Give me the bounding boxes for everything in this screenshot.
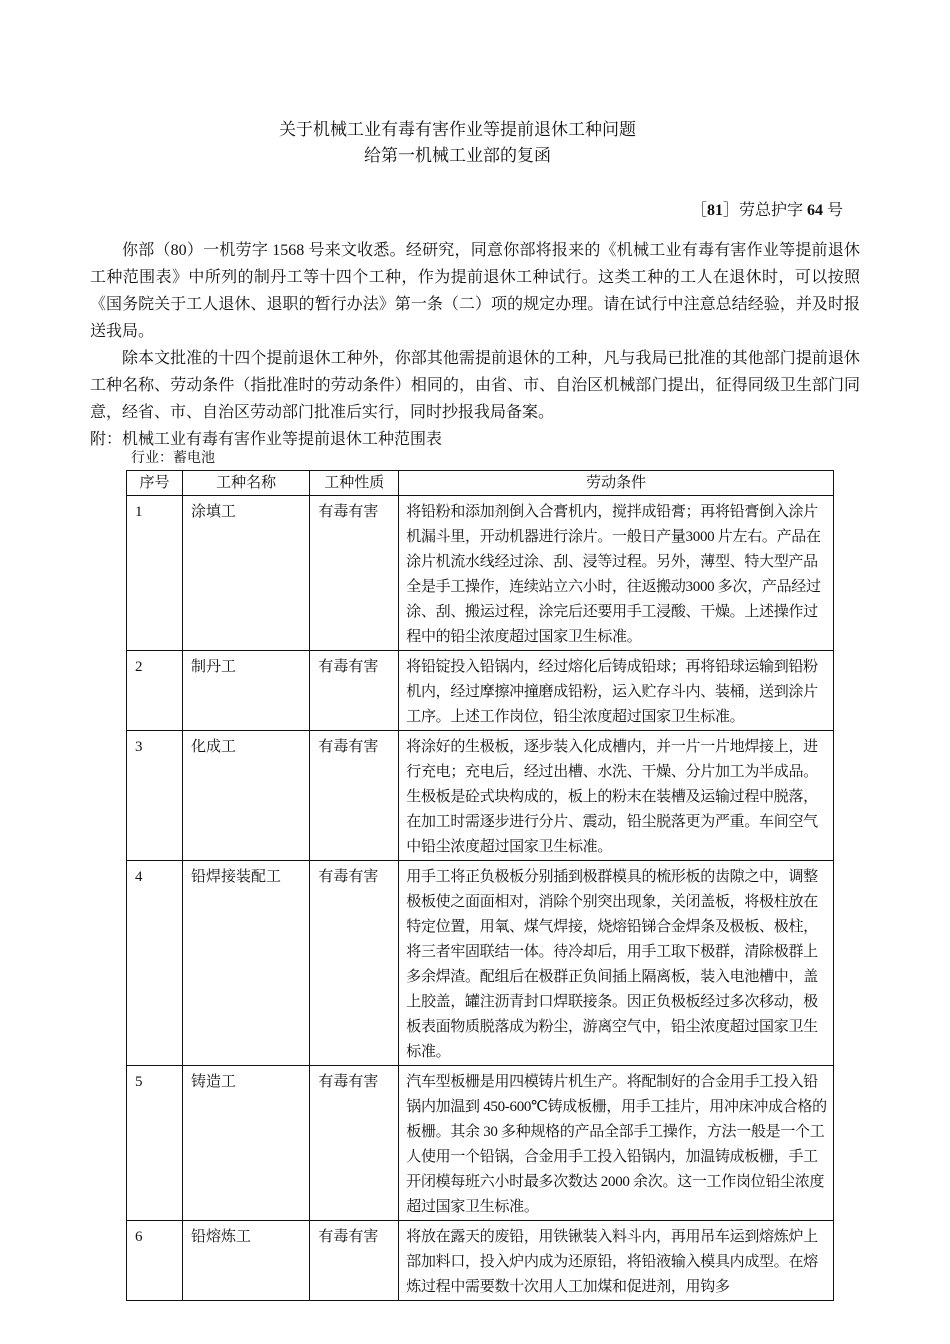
table-row — [127, 651, 834, 731]
ref-suffix: 号 — [822, 202, 843, 219]
cell-no: 2 — [127, 651, 183, 731]
table-row — [127, 1221, 834, 1301]
table-row — [127, 496, 834, 651]
cell-conditions: 将铅粉和添加剂倒入合膏机内，搅拌成铅膏；再将铅膏倒入涂片机漏斗里，开动机器进行涂片。一般日产量3000 片左右。产品在涂片机流水线经过涂、刮、浸等过程。另外，薄型、特大型产品全是手工操作，连续站立六小时，往返搬动3000 多次，产品经过涂、刮、搬运过程，涂完后还要用手工浸酸、干燥。上述操作过程中的铅尘浓度超过国家卫生标准。 — [399, 496, 834, 651]
title-line-1: 关于机械工业有毒有害作业等提前退休工种问题 — [279, 120, 636, 139]
cell-nature: 有毒有害 — [310, 651, 399, 731]
cell-nature: 有毒有害 — [310, 496, 399, 651]
cell-nature: 有毒有害 — [310, 1221, 399, 1301]
cell-nature: 有毒有害 — [310, 861, 399, 1066]
paragraph-2: 除本文批准的十四个提前退休工种外，你部其他需提前退休的工种，凡与我局已批准的其他部门提前退休工种名称、劳动条件（指批准时的劳动条件）相同的，由省、市、自治区机械部门提出，征得同级卫生部门同意，经省、市、自治区劳动部门批准后实行，同时抄报我局备案。 — [90, 350, 860, 421]
cell-nature: 有毒有害 — [310, 1066, 399, 1221]
attachment-line: 附：机械工业有毒有害作业等提前退休工种范围表 — [90, 431, 443, 448]
table-row — [127, 731, 834, 861]
cell-name: 化成工 — [182, 731, 309, 861]
cell-conditions: 将放在露天的废铅，用铁锹装入料斗内，再用吊车运到熔炼炉上部加料口，投入炉内成为还原铅，将铅液输入模具内成型。在熔炼过程中需要数十次用人工加煤和促进剂，用钩多 — [399, 1221, 834, 1301]
document-title — [0, 117, 915, 169]
table-row — [127, 861, 834, 1066]
ref-bracket-open: ［ — [690, 202, 707, 219]
ref-number: 64 — [806, 202, 823, 219]
job-scope-table — [126, 470, 834, 1301]
industry-label: 行业：蓄电池 — [131, 451, 215, 466]
header-nature: 工种性质 — [310, 471, 399, 496]
table-header-row — [127, 471, 834, 496]
header-conditions: 劳动条件 — [399, 471, 834, 496]
cell-conditions: 汽车型板栅是用四模铸片机生产。将配制好的合金用手工投入铅锅内加温到 450-600℃铸成板栅，用手工挂片，用冲床冲成合格的板栅。其余 30 多种规格的产品全部手工操作，方法一般是一个工人使用一个铅锅，合金用手工投入铅锅内，加温铸成板栅，手工开闭模每班六小时最多次数达 2000 余次。这一工作岗位铅尘浓度超过国家卫生标准。 — [399, 1066, 834, 1221]
cell-conditions: 将涂好的生极板，逐步装入化成槽内，并一片一片地焊接上，进行充电；充电后，经过出槽、水洗、干燥、分片加工为半成品。生极板是砼式块构成的，板上的粉末在装槽及运输过程中脱落，在加工时需逐步进行分片、震动，铅尘脱落更为严重。车间空气中铅尘浓度超过国家卫生标准。 — [399, 731, 834, 861]
cell-name: 涂填工 — [182, 496, 309, 651]
cell-no: 1 — [127, 496, 183, 651]
cell-no: 4 — [127, 861, 183, 1066]
table-row — [127, 1066, 834, 1221]
title-line-2: 给第一机械工业部的复函 — [364, 146, 551, 165]
document-reference-number — [691, 197, 843, 220]
cell-no: 5 — [127, 1066, 183, 1221]
header-name: 工种名称 — [182, 471, 309, 496]
cell-nature: 有毒有害 — [310, 731, 399, 861]
ref-mid: ］劳总护字 — [722, 202, 807, 219]
document-body — [90, 237, 860, 453]
cell-conditions: 将铅锭投入铅锅内，经过熔化后铸成铅球；再将铅球运输到铅粉机内，经过摩擦冲撞磨成铅粉，运入贮存斗内、装桶，送到涂片工序。上述工作岗位，铅尘浓度超过国家卫生标准。 — [399, 651, 834, 731]
cell-name: 铅焊接装配工 — [182, 861, 309, 1066]
cell-name: 铸造工 — [182, 1066, 309, 1221]
cell-name: 制丹工 — [182, 651, 309, 731]
cell-no: 3 — [127, 731, 183, 861]
paragraph-1: 你部（80）一机劳字 1568 号来文收悉。经研究，同意你部将报来的《机械工业有毒有害作业等提前退休工种范围表》中所列的制丹工等十四个工种，作为提前退休工种试行。这类工种的工人在退休时，可以按照《国务院关于工人退休、退职的暂行办法》第一条（二）项的规定办理。请在试行中注意总结经验，并及时报送我局。 — [90, 242, 860, 340]
ref-year: 81 — [706, 202, 723, 219]
cell-name: 铅熔炼工 — [182, 1221, 309, 1301]
header-no: 序号 — [127, 471, 183, 496]
cell-conditions: 用手工将正负极板分别插到极群模具的梳形板的齿隙之中，调整极板使之面面相对，消除个别突出现象，关闭盖板，将极柱放在特定位置，用氧、煤气焊接，烧熔铅锑合金焊条及极板、极柱，将三者牢固联结一体。待冷却后，用手工取下极群，清除极群上多余焊渣。配组后在极群正负间插上隔离板，装入电池槽中，盖上胶盖，罐注沥青封口焊联接条。因正负极板经过多次移动，极板表面物质脱落成为粉尘，游离空气中，铅尘浓度超过国家卫生标准。 — [399, 861, 834, 1066]
cell-no: 6 — [127, 1221, 183, 1301]
